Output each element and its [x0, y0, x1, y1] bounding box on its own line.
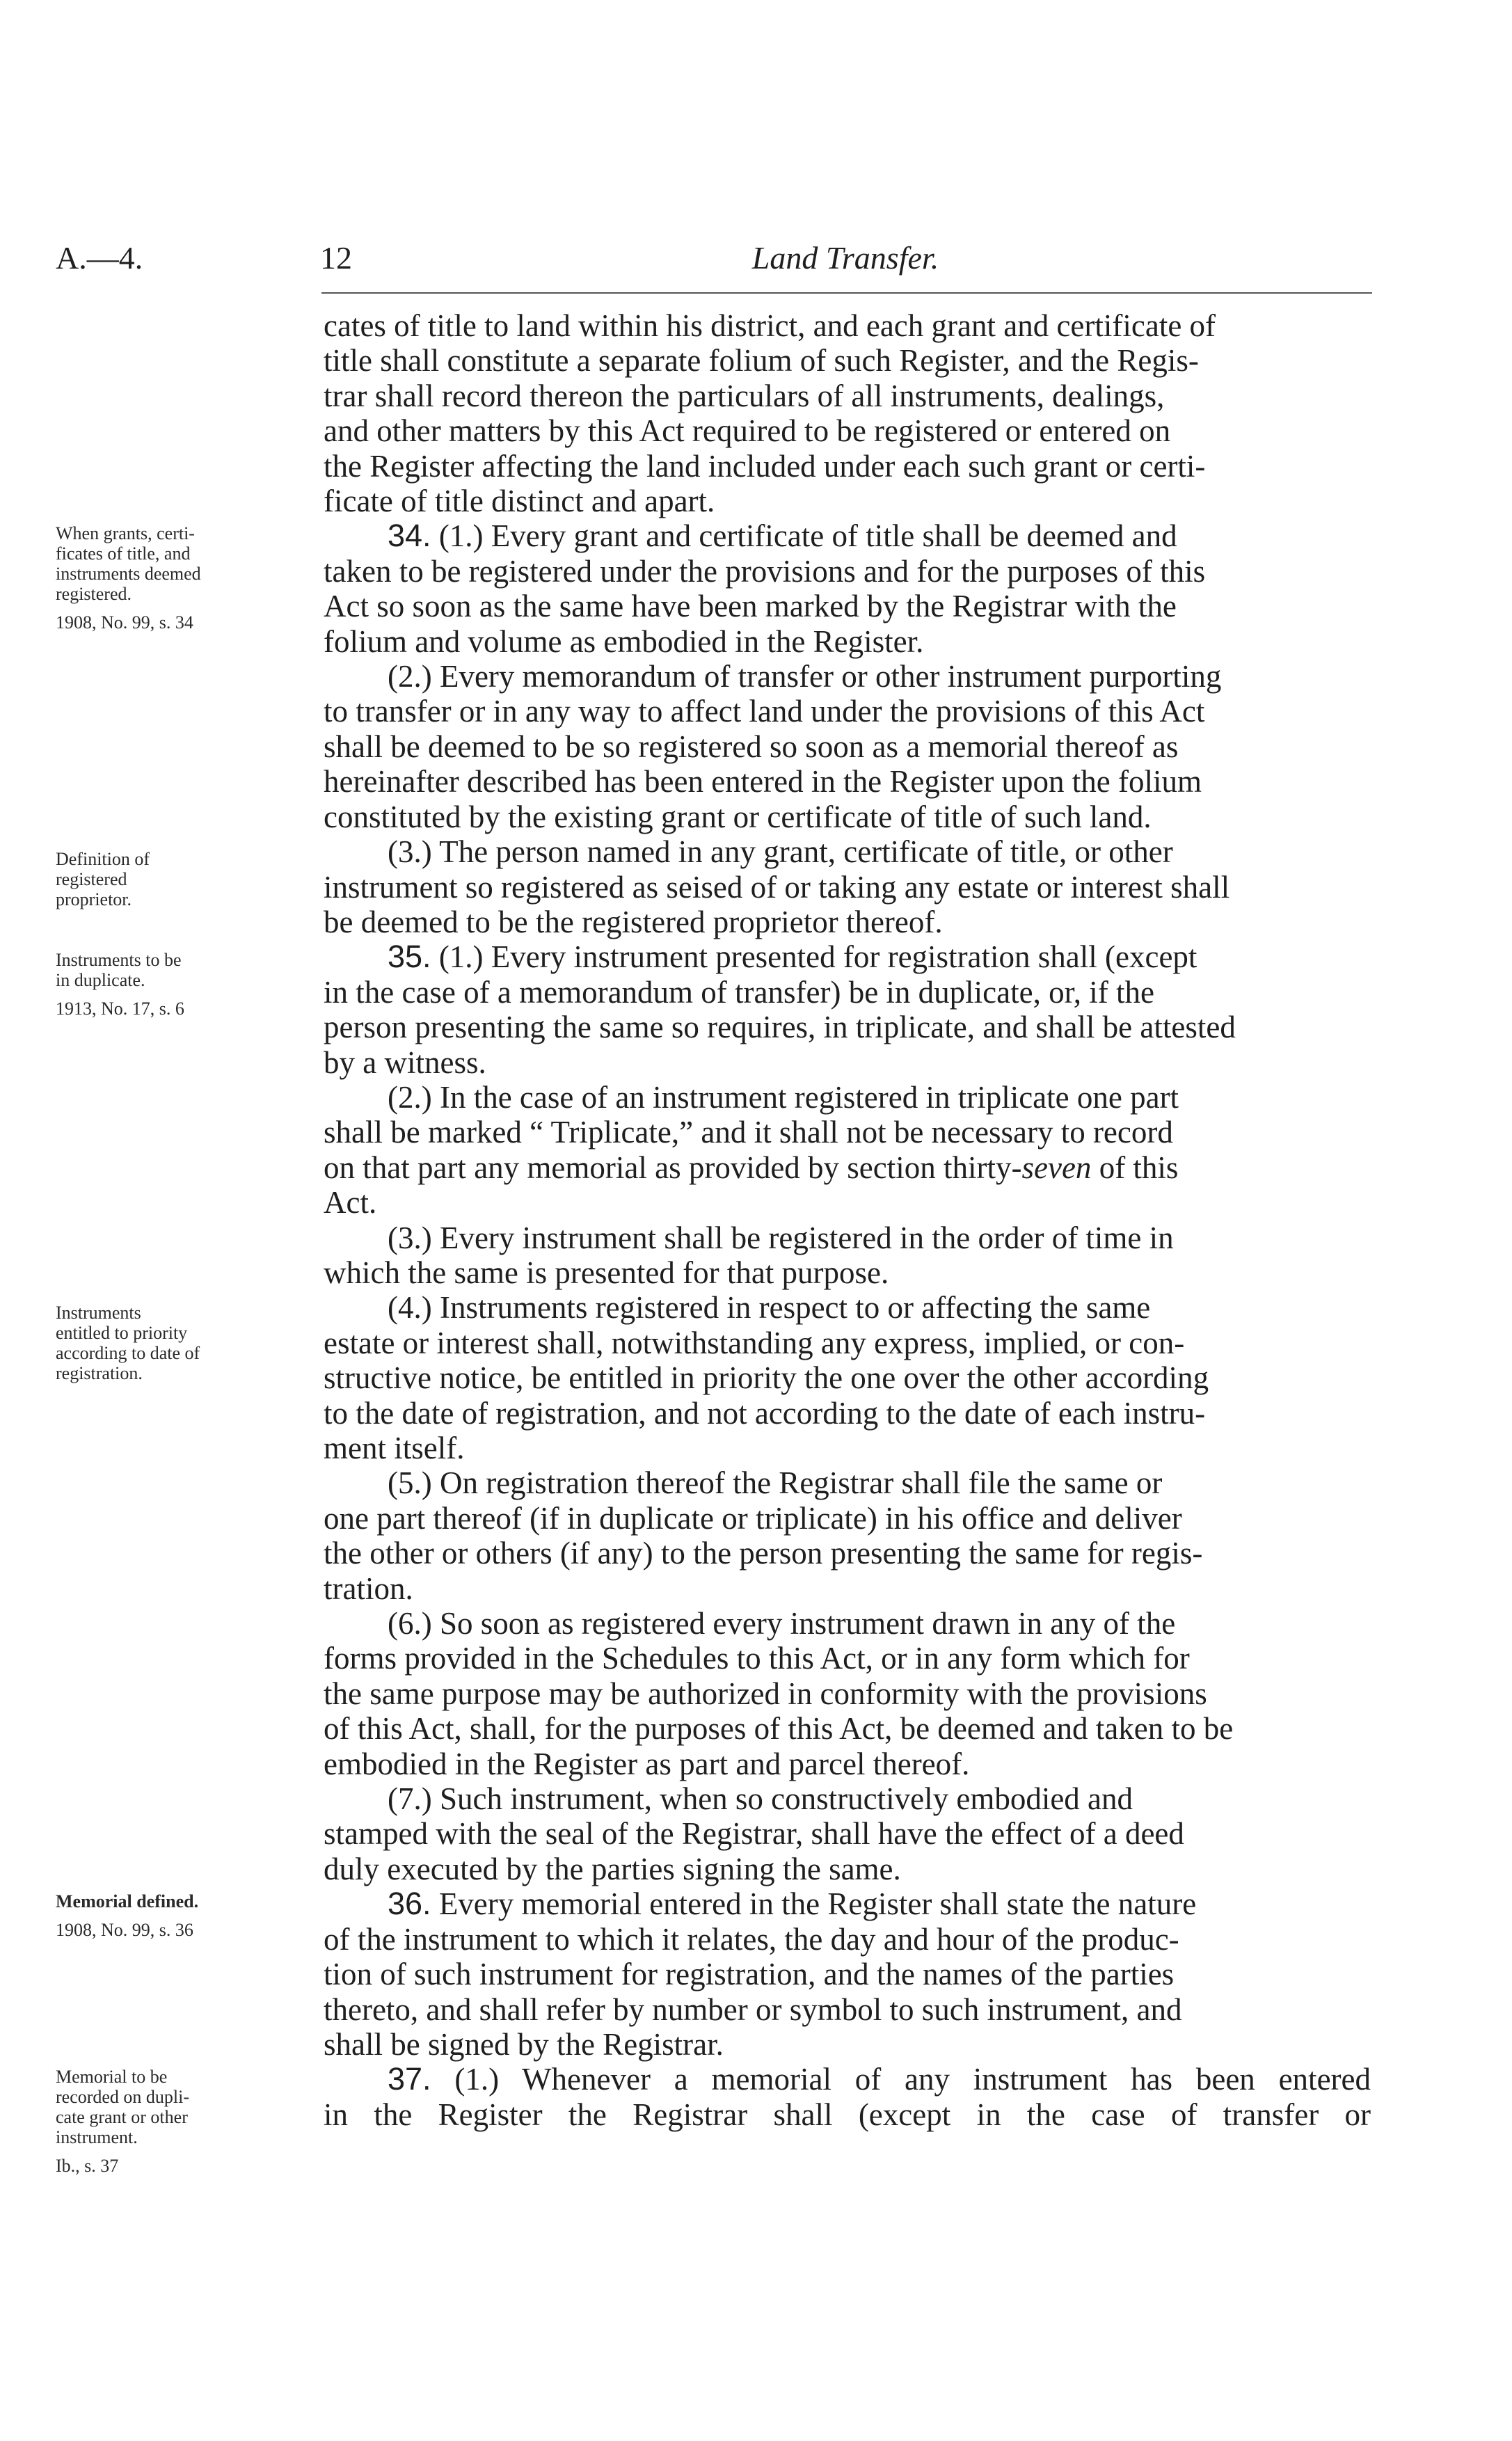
section-35-1: 35. (1.) Every instrument presented for registration shall (except in the case of a memorandum of transfer) be in duplicate, or, if the person presenting the same so requires, in triplicate, and shall be attested by a witness.	[324, 939, 1236, 1080]
body-text	[324, 308, 1371, 2132]
section-35-5: (5.) On registration thereof the Registrar shall file the same or one part thereof (if in duplicate or triplicate) in his office and deliver the other or others (if any) to the person presenting the same for regis- tration.	[324, 1465, 1203, 1606]
margin-note-line: instrument.	[56, 2127, 138, 2147]
margin-note-line: according to date of	[56, 1343, 200, 1363]
margin-citation: 1908, No. 99, s. 36	[56, 1920, 193, 1940]
margin-note-line: recorded on dupli-	[56, 2087, 190, 2107]
section-35-2: (2.) In the case of an instrument registered in triplicate one part shall be marked “ Triplicate,” and it shall not be necessary to record on that part any memorial as provided by section thirty-seven of this Act.	[324, 1079, 1179, 1220]
section-35-4: (4.) Instruments registered in respect to or affecting the same estate or interest shall, notwithstanding any express, implied, or con- structive notice, be entitled in priority the one over the other according to the date of registration, and not according to the date of each instru- ment itself.	[324, 1290, 1209, 1465]
margin-note-line: ficates of title, and	[56, 543, 191, 564]
margin-citation: 1908, No. 99, s. 34	[56, 612, 193, 633]
section-37-1: 37. (1.) Whenever a memorial of any instrument has been entered in the Register the Registrar shall (except in the case of transfer or	[324, 2061, 1371, 2132]
header-rule	[321, 292, 1372, 294]
section-number: 37.	[388, 2061, 431, 2097]
paragraph-continuation: cates of title to land within his district, and each grant and certificate of title shall constitute a separate folium of such Register, and the Regis- trar shall record thereon the particulars of all instruments, dealings, and other matters by this Act required to be registered or entered on the Register affecting the land included under each such grant or certi- ficate of title distinct and apart.	[324, 308, 1216, 519]
margin-note-memorial-recorded	[56, 2067, 306, 2176]
margin-citation: Ib., s. 37	[56, 2156, 119, 2176]
margin-note-line: registered	[56, 869, 127, 889]
margin-note-duplicate	[56, 950, 306, 1019]
margin-note-line: Memorial defined.	[56, 1891, 199, 1911]
section-34-2: (2.) Every memorandum of transfer or other instrument purporting to transfer or in any way to affect land under the provisions of this Act shall be deemed to be so registered so soon as a memorial thereof as hereinafter described has been entered in the Register upon the folium constituted by the existing grant or certificate of title of such land.	[324, 659, 1222, 834]
margin-citation: 1913, No. 17, s. 6	[56, 999, 184, 1019]
section-35-3: (3.) Every instrument shall be registered in the order of time in which the same is presented for that purpose.	[324, 1220, 1174, 1290]
margin-note-line: Memorial to be	[56, 2067, 168, 2087]
section-number: 34.	[388, 518, 431, 554]
margin-note-line: registration.	[56, 1363, 143, 1383]
section-number: 36.	[388, 1886, 431, 1922]
section-34-3: (3.) The person named in any grant, certificate of title, or other instrument so registered as seised of or taking any estate or interest shall be deemed to be the registered proprietor thereof.	[324, 834, 1230, 939]
margin-note-line: proprietor.	[56, 889, 132, 909]
section-35-6: (6.) So soon as registered every instrument drawn in any of the forms provided in the Schedules to this Act, or in any form which for the same purpose may be authorized in conformity with the provisions of this Act, shall, for the purposes of this Act, be deemed and taken to be embodied in the Register as part and parcel thereof.	[324, 1606, 1234, 1781]
margin-note-grants-registered	[56, 523, 306, 633]
margin-note-line: cate grant or other	[56, 2107, 188, 2127]
emphasis-text: seven	[1021, 1150, 1092, 1185]
margin-note-priority	[56, 1303, 306, 1383]
running-title: Land Transfer.	[751, 240, 939, 276]
margin-note-line: registered.	[56, 584, 132, 604]
margin-note-line: Definition of	[56, 849, 150, 869]
page-number: 12	[320, 240, 352, 276]
margin-note-line: Instruments	[56, 1303, 141, 1323]
margin-note-line: When grants, certi-	[56, 523, 195, 543]
margin-note-memorial-defined	[56, 1891, 306, 1940]
section-35-7: (7.) Such instrument, when so constructively embodied and stamped with the seal of the Registrar, shall have the effect of a deed duly executed by the parties signing the same.	[324, 1781, 1184, 1886]
margin-note-registered-proprietor	[56, 849, 306, 909]
section-36: 36. Every memorial entered in the Register shall state the nature of the instrument to which it relates, the day and hour of the produc- tion of such instrument for registration, and the names of the parties thereto, and shall refer by number or symbol to such instrument, and shall be signed by the Registrar.	[324, 1886, 1197, 2062]
margin-note-line: Instruments to be	[56, 950, 182, 970]
document-reference: A.—4.	[56, 240, 143, 276]
section-34-1: 34. (1.) Every grant and certificate of title shall be deemed and taken to be registered under the provisions and for the purposes of this Act so soon as the same have been marked by the Registrar with the folium and volume as embodied in the Register.	[324, 518, 1206, 659]
margin-note-line: in duplicate.	[56, 970, 145, 990]
margin-note-line: entitled to priority	[56, 1323, 188, 1343]
section-number: 35.	[388, 939, 431, 975]
margin-note-line: instruments deemed	[56, 564, 201, 584]
